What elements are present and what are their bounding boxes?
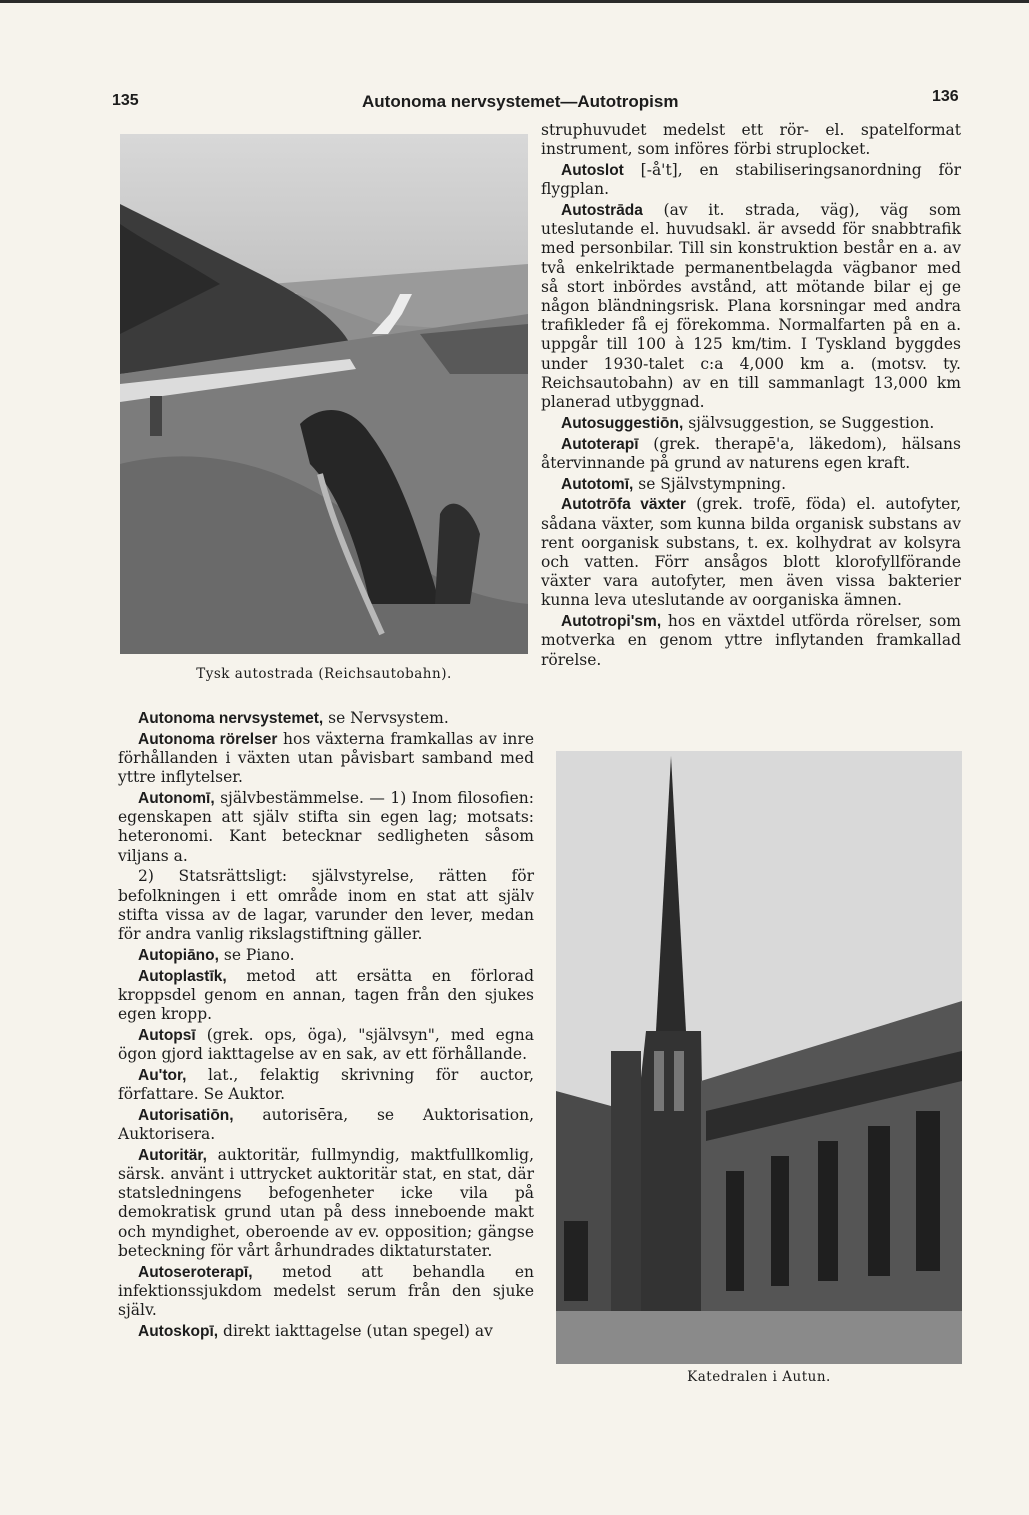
entry-text: hos växterna framkallas av inre förhållanden i växten utan påvisbart samband med yttre inflytelser. xyxy=(118,729,534,787)
headword: Autostrāda xyxy=(561,202,643,219)
page-number-left: 135 xyxy=(112,92,139,109)
headword: Autotropi'sm, xyxy=(561,613,662,631)
entry xyxy=(541,414,961,433)
entry xyxy=(541,475,961,494)
entry-text: 2) Statsrättsligt: självstyrelse, rätten för befolkningen i ett område inom en stat att själv stifta vissa av de lagar, varunder den lever, medan för andra vanlig rikslagstiftning gäller. xyxy=(118,867,534,944)
entry-text: (grek. therapē'a, läkedom), hälsans återvinnande på grund av naturens egen kraft. xyxy=(541,434,961,472)
headword: Autonomī, xyxy=(138,790,215,807)
entry xyxy=(118,709,534,728)
headword: Autosuggestiōn, xyxy=(561,414,684,432)
entry-text: (grek. trofē, föda) el. autofyter, sådana växter, som kunna bilda organisk substans av rent oorganisk substans, t. ex. kolhydrat av kolsyra och vatten. Förr ansågos blott klorofyllförande växter vara autofyter, men även vissa bakterier kunna leva uteslutande av oorganiska ämnen. xyxy=(541,495,961,610)
entry-text: självbestämmelse. — 1) Inom filosofien: egenskapen att själv stifta sin egen lag; motsats: heteronomi. Kant betecknar sedligheten såsom viljans a. xyxy=(118,789,534,865)
headword: Autonoma rörelser xyxy=(138,730,278,748)
headword: Autotomī, xyxy=(561,475,634,493)
headword: Autoskopī, xyxy=(138,1322,219,1340)
headword: Autorisatiōn, xyxy=(138,1106,234,1124)
headword: Autoseroterapī, xyxy=(138,1263,253,1281)
entry-text: autorisēra, se Auktorisation, Auktorisera. xyxy=(118,1105,534,1144)
entry-text: [-å't], en stabiliseringsanordning för flygplan. xyxy=(541,161,961,199)
entry-text: metod att ersätta en förlorad kroppsdel genom en annan, tagen från den sjukes egen kropp. xyxy=(118,966,534,1024)
entry xyxy=(118,730,534,788)
headword: Autoterapī xyxy=(561,435,639,453)
entry xyxy=(118,1026,534,1064)
entry-text: direkt iakttagelse (utan spegel) av xyxy=(218,1321,493,1340)
entry xyxy=(118,1322,534,1341)
page-number-right: 136 xyxy=(932,88,959,105)
headword: Autoslot xyxy=(561,162,624,179)
autostrada-photo xyxy=(120,134,528,654)
entry-text: självsuggestion, se Suggestion. xyxy=(683,413,935,432)
entry-text: auktoritär, fullmyndig, maktfullkomlig, särsk. använt i uttrycket auktoritär stat, en stat, där statsledningens befogenheter icke vila på demokratisk grund utan på dess inneboende makt och myndighet, oberoende av ev. opposition; gängse beteckning för vårt århundrades diktaturstater. xyxy=(118,1145,534,1260)
entry xyxy=(541,612,961,670)
entry xyxy=(541,121,961,159)
entry xyxy=(118,789,534,866)
entry xyxy=(541,495,961,610)
entry-text: hos en växtdel utförda rörelser, som motverka en genom yttre inflytanden framkallad rörelse. xyxy=(541,612,961,669)
headword: Au'tor, xyxy=(138,1066,187,1084)
headword: Autonoma nervsystemet, xyxy=(138,710,324,727)
entry xyxy=(541,161,961,199)
headword: Autopsī xyxy=(138,1026,196,1044)
page-header xyxy=(0,88,1029,118)
page-top-rule xyxy=(0,0,1029,3)
headword: Autoritär, xyxy=(138,1146,207,1164)
headword: Autotrōfa växter xyxy=(561,496,686,514)
entry xyxy=(541,435,961,473)
entry-text: se Självstympning. xyxy=(633,474,787,493)
entry xyxy=(118,867,534,944)
entry xyxy=(118,1263,534,1321)
entry xyxy=(541,201,961,412)
autostrada-caption: Tysk autostrada (Reichsautobahn). xyxy=(196,666,452,682)
running-head: Autonoma nervsystemet—Autotropism xyxy=(362,92,679,111)
cathedral-photo xyxy=(556,751,962,1364)
entry-text: lat., felaktig skrivning för auctor, författare. Se Auktor. xyxy=(118,1065,534,1104)
entry-text: metod att behandla en infektionssjukdom medelst serum från den sjuke själv. xyxy=(118,1262,534,1320)
entry-text: (av it. strada, väg), väg som uteslutande el. huvudsakl. är avsedd för snabbtrafik med personbilar. Till sin konstruktion består en a. av två enkelriktade permanentbelagda vägbanor med så stort inbördes avstånd, att mötande bilar ej ge någon bländningsrisk. Plana korsningar med andra trafikleder få ej förekomma. Normalfarten på en a. uppgår till 100 à 125 km/tim. I Tyskland byggdes under 1930-talet c:a 4,000 km a. (motsv. ty. Reichsautobahn) av en till sammanlagt 13,000 km planerad utbyggnad. xyxy=(541,201,961,412)
headword: Autoplastīk, xyxy=(138,967,227,985)
cathedral-caption: Katedralen i Autun. xyxy=(687,1369,831,1385)
entry-text: (grek. ops, öga), "självsyn", med egna ögon gjord iakttagelse av en sak, av ett förhållande. xyxy=(118,1025,534,1064)
headword: Autopiāno, xyxy=(138,946,219,964)
entry xyxy=(118,1066,534,1104)
entry-text: se Piano. xyxy=(218,945,295,964)
entry xyxy=(118,946,534,965)
left-text-column xyxy=(118,709,534,1343)
right-text-column xyxy=(541,121,961,671)
entry xyxy=(118,1106,534,1144)
entry xyxy=(118,1146,534,1261)
entry xyxy=(118,967,534,1025)
entry-text: se Nervsystem. xyxy=(323,709,449,727)
entry-text: struphuvudet medelst ett rör- el. spatelformat instrument, som införes förbi struplocket. xyxy=(541,121,961,159)
